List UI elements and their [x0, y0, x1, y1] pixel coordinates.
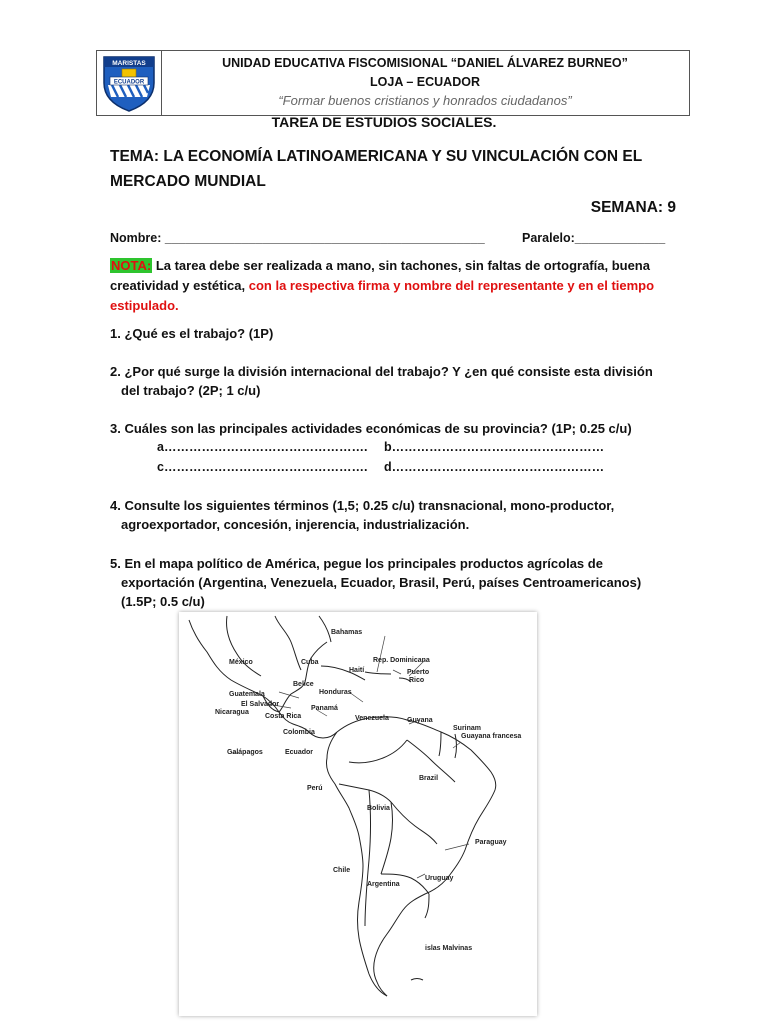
question-5 — [110, 554, 680, 611]
note-paragraph — [110, 256, 680, 316]
label-guatemala: Guatemala — [229, 691, 265, 698]
task-title: TAREA DE ESTUDIOS SOCIALES. — [271, 114, 497, 130]
class-field: Paralelo:_____________ — [522, 231, 666, 245]
note-red-text: con la respectiva firma y nombre del representante y en el tiempo estipulado. — [110, 278, 655, 313]
label-bolivia: Bolivia — [367, 805, 390, 812]
week-label: SEMANA: 9 — [590, 199, 676, 216]
label-cuba: Cuba — [301, 659, 319, 666]
label-guyana: Guyana — [407, 717, 433, 724]
blank-a: a…………………………………………. — [157, 440, 368, 454]
school-header — [96, 50, 690, 116]
label-puerto-rico-1: Puerto — [407, 669, 430, 676]
label-galapagos: Galápagos — [227, 749, 263, 756]
school-motto: “Formar buenos cristianos y honrados ciudadanos” — [278, 93, 572, 108]
label-brazil: Brazil — [419, 775, 439, 782]
label-ecuador: Ecuador — [285, 749, 314, 756]
label-uruguay: Uruguay — [425, 875, 454, 882]
label-argentina: Argentina — [367, 881, 400, 888]
topic-heading: TEMA: LA ECONOMÍA LATINOAMERICANA Y SU VINCULACIÓN CON EL MERCADO MUNDIAL — [110, 148, 642, 190]
maristas-shield-icon — [100, 53, 158, 113]
school-name: UNIDAD EDUCATIVA FISCOMISIONAL “DANIEL ÁLVAREZ BURNEO” — [222, 56, 628, 70]
question-4 — [110, 496, 680, 534]
label-rep-dominicana: Rep. Dominicana — [373, 657, 430, 664]
header-text — [161, 51, 689, 108]
school-logo — [97, 51, 162, 115]
note-label: NOTA: — [111, 258, 152, 273]
label-chile: Chile — [333, 867, 351, 874]
question-2-line-1: 2. ¿Por qué surge la división internacional del trabajo? Y ¿en qué consiste esta división — [110, 364, 653, 379]
question-2-line-2: del trabajo? (2P; 1 c/u) — [121, 383, 261, 398]
question-2 — [110, 362, 680, 400]
label-nicaragua: Nicaragua — [215, 709, 249, 716]
note-text: La tarea debe ser realizada a mano, sin tachones, sin faltas de ortografía, buena creatividad y estética, — [110, 258, 650, 293]
blank-c: c…………………………………………. — [157, 460, 368, 474]
question-1: 1. ¿Qué es el trabajo? (1P) — [110, 326, 274, 341]
blank-d: d…………………………………………… — [384, 460, 605, 474]
label-panama: Panamá — [311, 705, 338, 712]
label-surinam: Surinam — [453, 725, 482, 732]
question-5-line-1: 5. En el mapa político de América, pegue los principales productos agrícolas de — [110, 556, 603, 571]
label-bahamas: Bahamas — [331, 629, 363, 636]
name-field: Nombre: ______________________________________________ — [110, 231, 485, 245]
label-el-salvador: El Salvador — [241, 701, 280, 708]
label-paraguay: Paraguay — [475, 839, 507, 846]
label-malvinas: islas Malvinas — [425, 945, 473, 952]
label-belice: Belice — [293, 681, 314, 688]
question-4-line-2: agroexportador, concesión, injerencia, industrialización. — [121, 517, 470, 532]
school-location: LOJA – ECUADOR — [370, 75, 480, 89]
label-colombia: Colombia — [283, 729, 315, 736]
label-guayana-francesa: Guayana francesa — [461, 733, 522, 740]
question-4-line-1: 4. Consulte los siguientes términos (1,5; 0.25 c/u) transnacional, mono-productor, — [110, 498, 615, 513]
label-puerto-rico-2: Rico — [409, 677, 425, 684]
label-honduras: Honduras — [319, 689, 352, 696]
label-mexico: México — [229, 659, 253, 666]
latin-america-map — [179, 612, 537, 1016]
label-venezuela: Venezuela — [355, 715, 389, 722]
question-5-line-2: exportación (Argentina, Venezuela, Ecuador, Brasil, Perú, países Centroamericanos) — [121, 575, 642, 590]
label-costa-rica: Costa Rica — [265, 713, 302, 720]
logo-bottom-text: ECUADOR — [113, 79, 145, 86]
label-haiti: Haití — [349, 667, 365, 674]
blank-b: b…………………………………………… — [384, 440, 605, 454]
logo-top-text: MARISTAS — [112, 60, 146, 67]
question-3: 3. Cuáles son las principales actividades económicas de su provincia? (1P; 0.25 c/u) — [110, 421, 632, 436]
latin-america-map-icon — [179, 612, 537, 1016]
label-peru: Perú — [307, 785, 323, 792]
question-5-line-3: (1.5P; 0.5 c/u) — [121, 594, 205, 609]
